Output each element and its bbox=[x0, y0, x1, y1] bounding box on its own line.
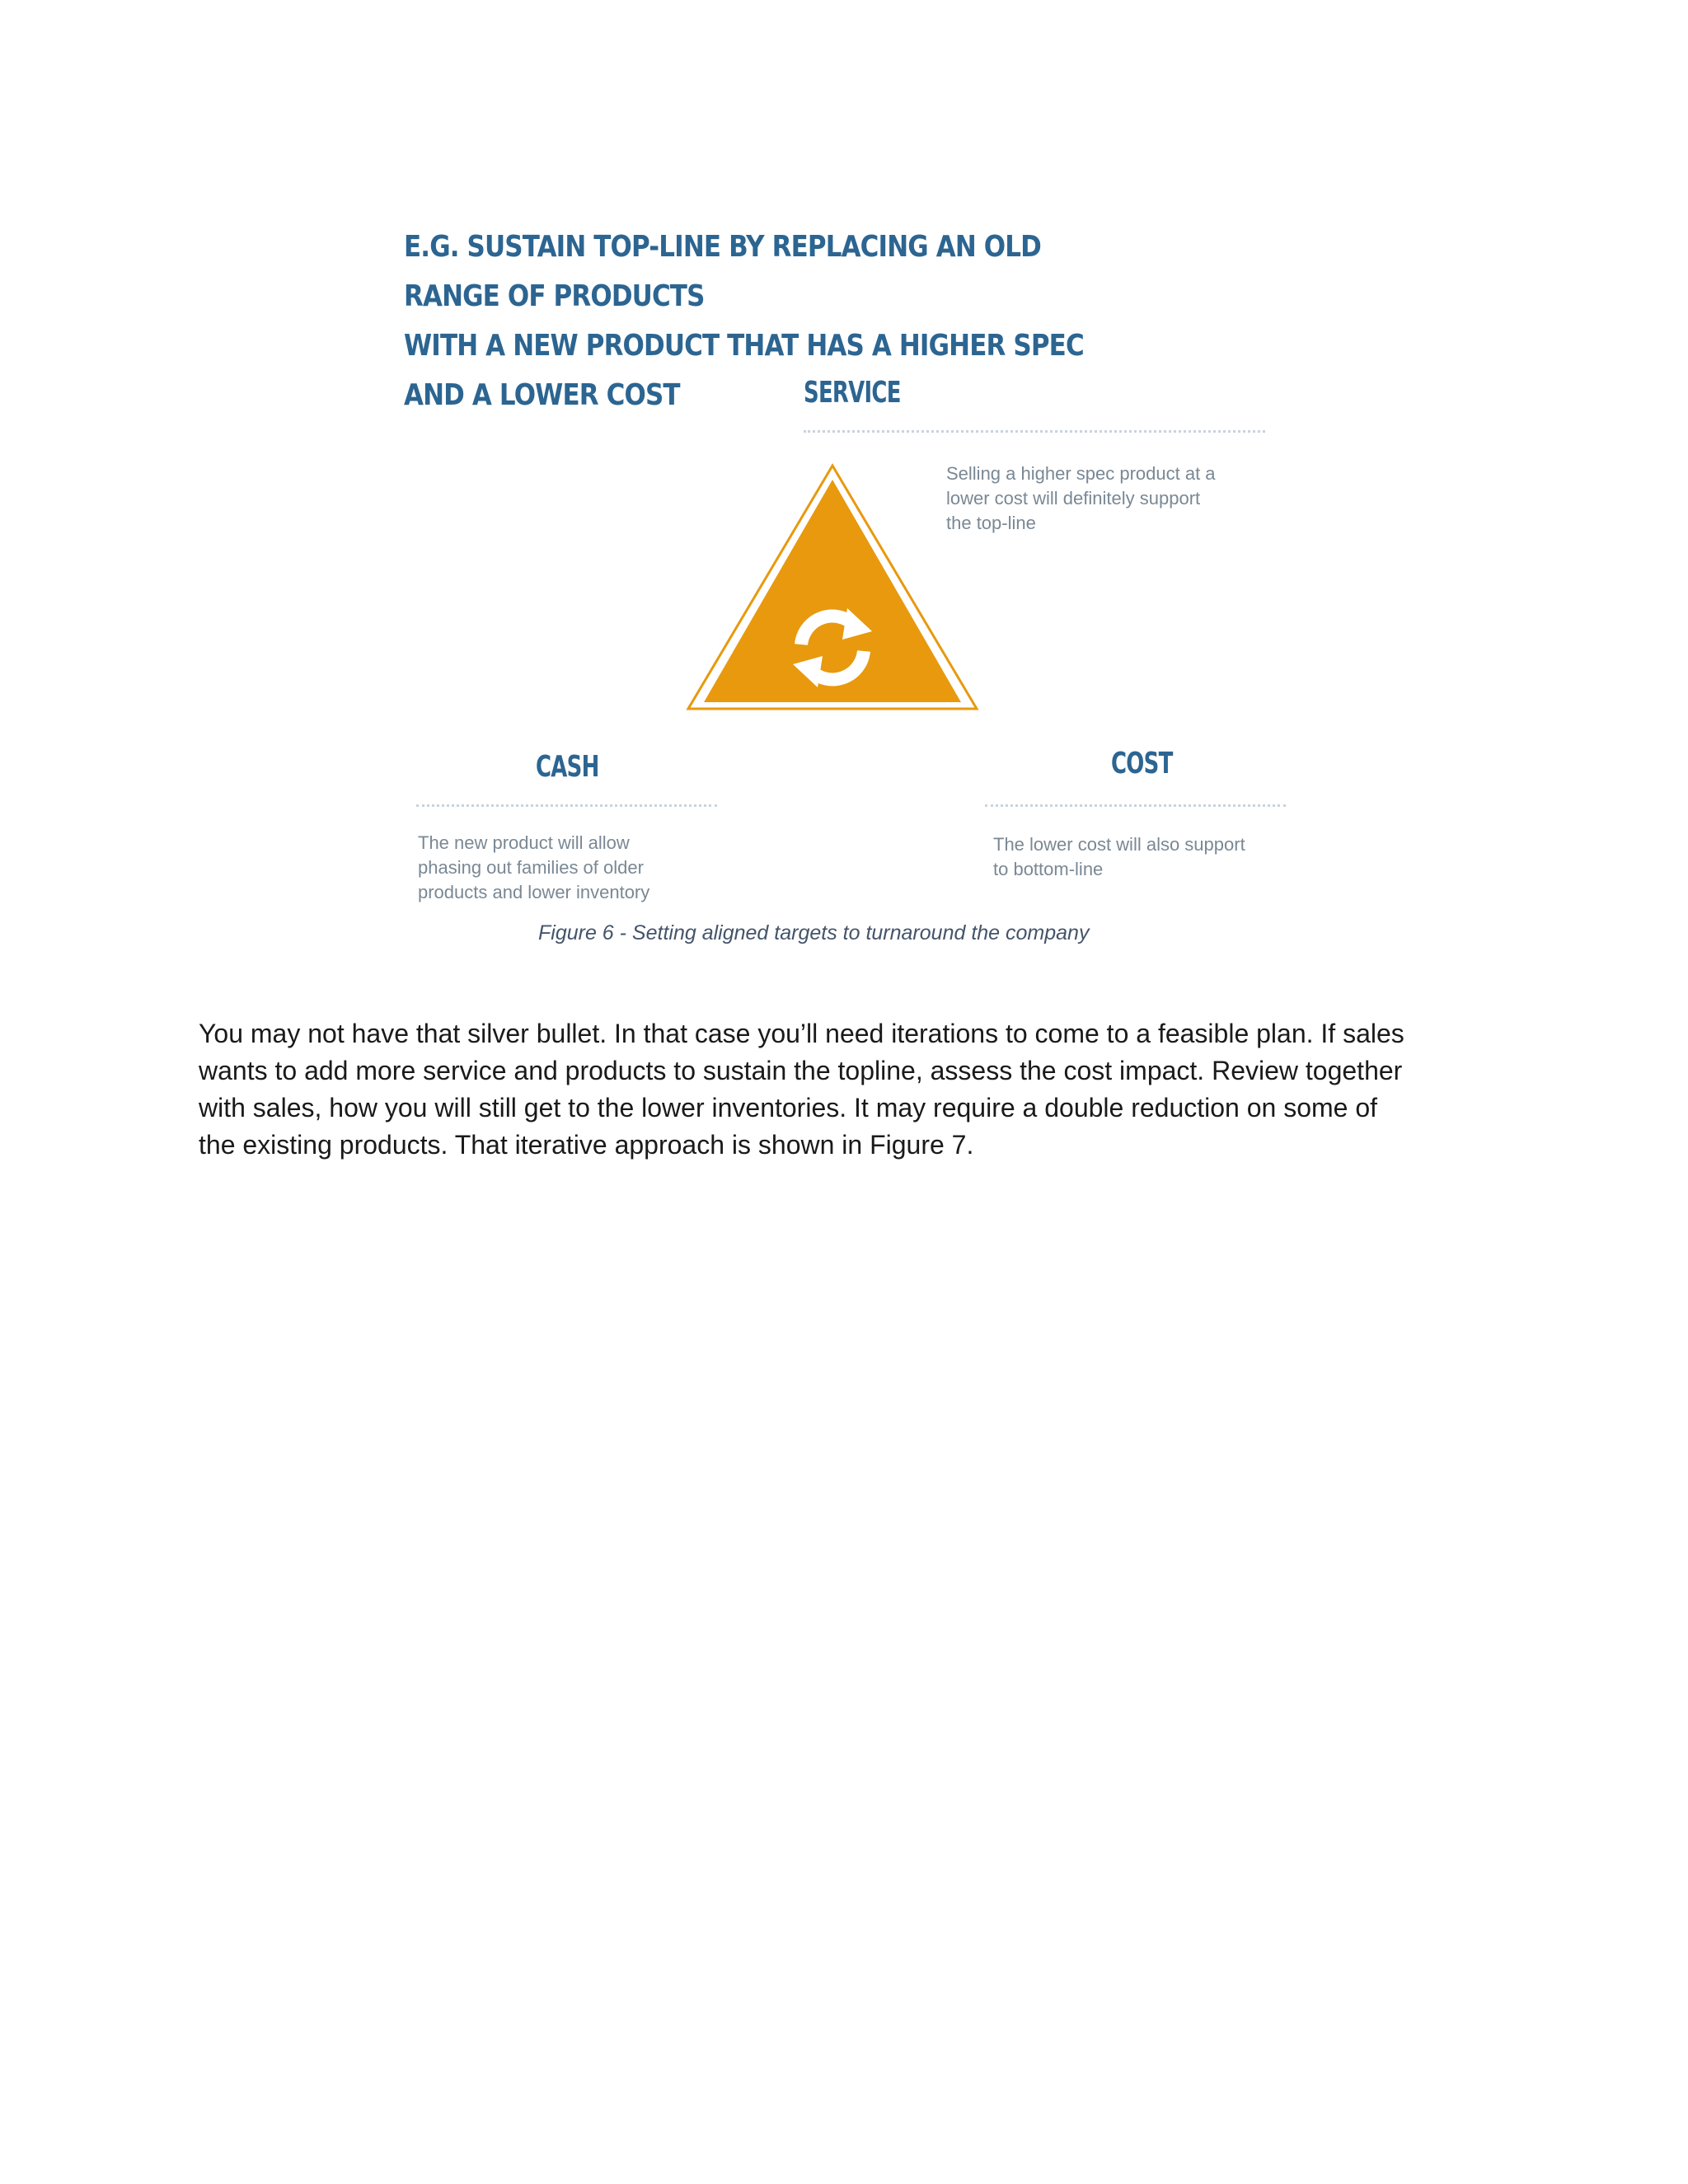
service-divider bbox=[804, 430, 1265, 433]
body-line-2: wants to add more service and products to sustain the topline, assess the cost impact. Review together bbox=[199, 1056, 1403, 1085]
cost-description: The lower cost will also support to bottom-line bbox=[993, 834, 1245, 879]
cash-divider bbox=[416, 804, 717, 807]
body-line-1: You may not have that silver bullet. In that case you’ll need iterations to come to a feasible plan. If sales bbox=[199, 1019, 1404, 1048]
triangle-fill bbox=[704, 480, 961, 702]
cash-label: CASH bbox=[536, 750, 599, 784]
figure-title bbox=[404, 223, 1113, 420]
cash-description: The new product will allow phasing out families of older products and lower inventory bbox=[418, 832, 650, 902]
figure-service-cash-cost bbox=[396, 206, 1327, 915]
figure-title-line-1: E.G. SUSTAIN TOP-LINE BY REPLACING AN OLD RANGE OF PRODUCTS bbox=[404, 230, 1041, 313]
triangle-diagram bbox=[684, 462, 1030, 758]
service-description: Selling a higher spec product at a lower cost will definitely support the top-line bbox=[946, 463, 1216, 533]
body-paragraph bbox=[199, 1015, 1517, 1164]
cost-divider bbox=[985, 804, 1286, 807]
cost-label: COST bbox=[1111, 747, 1173, 780]
service-label: SERVICE bbox=[804, 376, 901, 410]
body-line-3: with sales, how you will still get to the lower inventories. It may require a double reduction on some of bbox=[199, 1093, 1378, 1122]
body-line-4: the existing products. That iterative approach is shown in Figure 7. bbox=[199, 1130, 974, 1160]
figure-title-line-2: WITH A NEW PRODUCT THAT HAS A HIGHER SPEC AND A LOWER COST bbox=[404, 329, 1084, 412]
figure-caption: Figure 6 - Setting aligned targets to turnaround the company bbox=[538, 921, 1090, 944]
